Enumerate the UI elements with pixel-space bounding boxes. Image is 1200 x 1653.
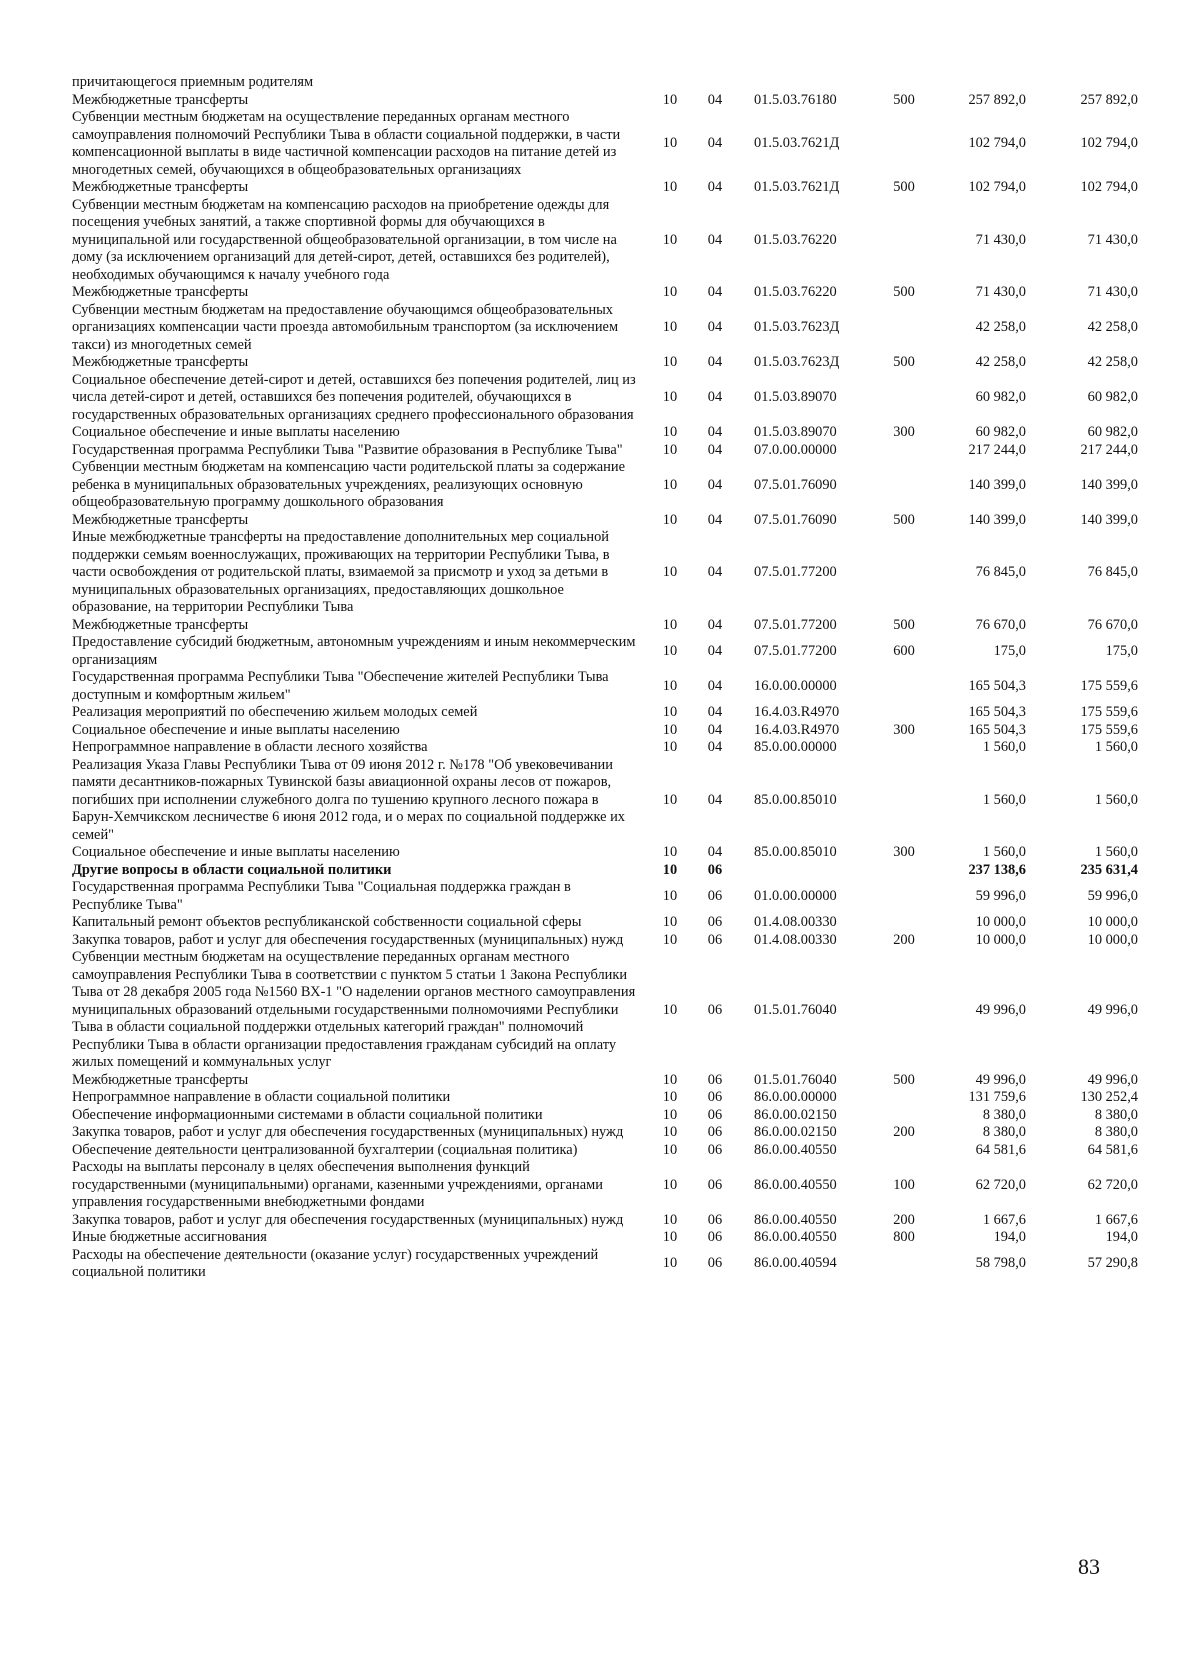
row-target-article: 01.5.03.89070	[754, 424, 837, 440]
row-name: Межбюджетные трансферты	[72, 91, 249, 108]
row-section: 10	[662, 1089, 678, 1105]
table-row	[72, 844, 1138, 862]
row-amount-year1: 102 794,0	[968, 179, 1026, 195]
row-target-article: 01.0.00.00000	[754, 887, 837, 904]
row-section: 10	[662, 135, 678, 152]
row-target-article: 07.5.01.77200	[754, 564, 837, 580]
row-subsection: 06	[707, 887, 723, 904]
row-amount-year2: 257 892,0	[1080, 91, 1138, 108]
row-name: Реализация Указа Главы Республики Тыва от 09 июня 2012 г. №178 "Об увековечивании памяти десантников-пожарных Тувинской базы авиационной охраны лесов от пожаров, погибших при исполнении служебного долга по тушению крупного лесного пожара в Барун-Хемчикском лесничестве 6 июня 2012 года, и о мерах по социальной поддержке их семей"	[72, 756, 625, 843]
row-section: 10	[662, 424, 678, 440]
row-section: 10	[662, 91, 678, 108]
row-amount-year2: 49 996,0	[1087, 1001, 1138, 1018]
row-expense-type	[882, 302, 926, 355]
row-name: Иные бюджетные ассигнования	[72, 1229, 267, 1245]
table-row	[72, 179, 1138, 197]
row-amount-year2: 64 581,6	[1087, 1141, 1138, 1158]
row-name: Закупка товаров, работ и услуг для обеспечения государственных (муниципальных) нужд	[72, 1211, 624, 1228]
budget-table-body	[72, 74, 1138, 1282]
row-name: Закупка товаров, работ и услуг для обеспечения государственных (муниципальных) нужд	[72, 931, 624, 948]
row-amount-year2: 59 996,0	[1087, 887, 1138, 904]
row-name: Межбюджетные трансферты	[72, 1071, 249, 1088]
table-row	[72, 1107, 1138, 1125]
table-row	[72, 1142, 1138, 1160]
row-expense-type: 300	[893, 424, 915, 440]
row-amount-year2: 217 244,0	[1080, 441, 1138, 458]
row-expense-type: 500	[893, 511, 915, 528]
row-target-article: 01.5.03.7621Д	[754, 135, 840, 152]
table-row	[72, 512, 1138, 530]
row-section: 10	[662, 1255, 678, 1272]
row-target-article: 07.5.01.77200	[754, 642, 837, 659]
row-amount-year2: 175 559,6	[1080, 677, 1138, 694]
table-row	[72, 302, 1138, 355]
row-amount-year1: 237 138,6	[968, 861, 1026, 878]
row-subsection: 04	[707, 721, 723, 738]
row-amount-year2: 8 380,0	[1094, 1124, 1138, 1140]
row-name: Социальное обеспечение и иные выплаты населению	[72, 424, 400, 440]
table-row	[72, 862, 1138, 880]
row-subsection: 06	[707, 931, 723, 948]
row-amount-year1: 1 667,6	[982, 1211, 1026, 1228]
row-amount-year1: 165 504,3	[968, 704, 1026, 720]
row-amount-year1: 58 798,0	[975, 1255, 1026, 1272]
row-section: 10	[662, 1001, 678, 1018]
row-expense-type: 800	[893, 1229, 915, 1245]
row-section: 10	[662, 1141, 678, 1158]
row-amount-year1: 165 504,3	[968, 677, 1026, 694]
row-target-article: 01.5.03.7621Д	[754, 179, 840, 195]
row-amount-year1: 60 982,0	[975, 424, 1026, 440]
row-name: Непрограммное направление в области лесного хозяйства	[72, 739, 428, 755]
row-amount-year2: 76 670,0	[1087, 616, 1138, 633]
row-subsection: 06	[707, 1255, 723, 1272]
row-expense-type: 600	[893, 642, 915, 659]
row-amount-year1: 71 430,0	[975, 231, 1026, 248]
row-amount-year2: 76 845,0	[1087, 564, 1138, 580]
row-name: Межбюджетные трансферты	[72, 179, 249, 195]
row-amount-year1: 62 720,0	[975, 1176, 1026, 1193]
row-subsection: 06	[707, 1071, 723, 1088]
row-expense-type	[882, 949, 926, 1072]
row-target-article	[740, 862, 882, 880]
row-subsection: 04	[707, 511, 723, 528]
row-name: Субвенции местным бюджетам на осуществление переданных органам местного самоуправления полномочий Республики Тыва в области социальной поддержки, в части компенсационной выплаты в виде частичной компенсации расходов на питание детей из многодетных семей, обучающихся в общеобразовательных организациях	[72, 109, 621, 178]
row-amount-year2: 1 667,6	[1094, 1211, 1138, 1228]
row-expense-type: 300	[893, 721, 915, 738]
row-amount-year2: 1 560,0	[1094, 791, 1138, 808]
row-amount-year1	[926, 74, 1026, 92]
row-target-article: 85.0.00.00000	[754, 739, 837, 755]
row-amount-year1: 76 670,0	[975, 616, 1026, 633]
row-section: 10	[662, 284, 678, 300]
row-amount-year1: 257 892,0	[968, 91, 1026, 108]
row-section: 10	[662, 1124, 678, 1140]
row-amount-year1: 42 258,0	[975, 354, 1026, 370]
row-target-article: 07.5.01.77200	[754, 616, 837, 633]
row-target-article: 07.5.01.76090	[754, 476, 837, 493]
row-amount-year2: 235 631,4	[1080, 861, 1138, 878]
row-name: Закупка товаров, работ и услуг для обеспечения государственных (муниципальных) нужд	[72, 1124, 624, 1140]
table-row	[72, 92, 1138, 110]
row-amount-year1: 1 560,0	[982, 739, 1026, 755]
row-expense-type	[882, 914, 926, 932]
row-amount-year1: 10 000,0	[975, 931, 1026, 948]
row-target-article: 86.0.00.40550	[754, 1141, 837, 1158]
table-row	[72, 949, 1138, 1072]
row-expense-type	[882, 1107, 926, 1125]
table-row	[72, 617, 1138, 635]
row-expense-type: 200	[893, 931, 915, 948]
row-name: Социальное обеспечение и иные выплаты населению	[72, 721, 400, 738]
row-section: 10	[662, 389, 678, 405]
row-subsection: 04	[707, 284, 723, 300]
row-subsection: 04	[707, 616, 723, 633]
row-amount-year2: 175 559,6	[1080, 704, 1138, 720]
table-row	[72, 932, 1138, 950]
row-section: 10	[662, 861, 678, 878]
row-target-article: 01.5.03.76180	[754, 91, 837, 108]
table-row	[72, 879, 1138, 914]
table-row	[72, 442, 1138, 460]
row-amount-year2: 130 252,4	[1080, 1089, 1138, 1105]
row-subsection: 04	[707, 791, 723, 808]
row-amount-year2: 1 560,0	[1094, 739, 1138, 755]
row-expense-type	[882, 879, 926, 914]
row-expense-type	[882, 459, 926, 512]
row-amount-year2: 71 430,0	[1087, 284, 1138, 300]
row-amount-year1: 76 845,0	[975, 564, 1026, 580]
row-name: Государственная программа Республики Тыва "Обеспечение жителей Республики Тыва доступным и комфортным жильем"	[72, 669, 609, 703]
row-expense-type: 300	[893, 844, 915, 860]
row-subsection: 04	[707, 135, 723, 152]
row-section: 10	[662, 642, 678, 659]
row-amount-year1: 49 996,0	[975, 1001, 1026, 1018]
row-expense-type: 500	[893, 179, 915, 195]
row-section: 10	[662, 791, 678, 808]
page-number: 83	[1078, 1554, 1100, 1579]
table-row	[72, 739, 1138, 757]
row-target-article: 85.0.00.85010	[754, 844, 837, 860]
row-amount-year2: 102 794,0	[1080, 179, 1138, 195]
row-amount-year2: 57 290,8	[1087, 1255, 1138, 1272]
row-section: 10	[662, 704, 678, 720]
row-target-article: 86.0.00.40550	[754, 1229, 837, 1245]
row-amount-year1: 1 560,0	[982, 791, 1026, 808]
row-amount-year2: 8 380,0	[1094, 1106, 1138, 1123]
row-amount-year1: 140 399,0	[968, 511, 1026, 528]
row-section	[650, 74, 690, 92]
row-target-article: 07.0.00.00000	[754, 441, 837, 458]
row-expense-type	[882, 1247, 926, 1282]
table-row	[72, 1212, 1138, 1230]
row-subsection: 06	[707, 1089, 723, 1105]
row-section: 10	[662, 231, 678, 248]
row-subsection: 06	[707, 1001, 723, 1018]
row-name: Государственная программа Республики Тыва "Социальная поддержка граждан в Республике Тыва"	[72, 879, 571, 913]
row-target-article: 07.5.01.76090	[754, 511, 837, 528]
row-subsection: 04	[707, 739, 723, 755]
row-subsection: 04	[707, 389, 723, 405]
row-amount-year1: 131 759,6	[968, 1089, 1026, 1105]
row-amount-year2: 42 258,0	[1087, 354, 1138, 370]
row-target-article: 01.5.01.76040	[754, 1001, 837, 1018]
row-section: 10	[662, 616, 678, 633]
row-amount-year2: 42 258,0	[1087, 319, 1138, 335]
row-section: 10	[662, 1229, 678, 1245]
table-row	[72, 722, 1138, 740]
row-name: Межбюджетные трансферты	[72, 354, 249, 370]
row-section: 10	[662, 564, 678, 580]
row-name: Реализация мероприятий по обеспечению жильем молодых семей	[72, 704, 478, 720]
row-section: 10	[662, 887, 678, 904]
row-amount-year2: 140 399,0	[1080, 476, 1138, 493]
row-name: Обеспечение деятельности централизованной бухгалтерии (социальная политика)	[72, 1141, 578, 1158]
row-subsection: 04	[707, 704, 723, 720]
row-expense-type	[882, 372, 926, 425]
row-target-article: 01.5.03.76220	[754, 284, 837, 300]
row-expense-type	[882, 442, 926, 460]
table-row	[72, 634, 1138, 669]
row-section: 10	[662, 476, 678, 493]
row-target-article: 01.5.03.76220	[754, 231, 837, 248]
row-subsection: 04	[707, 564, 723, 580]
row-amount-year2: 175 559,6	[1080, 721, 1138, 738]
table-row	[72, 354, 1138, 372]
row-subsection: 04	[707, 231, 723, 248]
row-subsection: 06	[707, 1106, 723, 1123]
row-target-article: 01.4.08.00330	[754, 914, 837, 930]
table-row	[72, 424, 1138, 442]
row-expense-type: 500	[893, 91, 915, 108]
row-amount-year1: 194,0	[993, 1229, 1026, 1245]
row-name: Межбюджетные трансферты	[72, 616, 249, 633]
row-amount-year2: 60 982,0	[1087, 389, 1138, 405]
row-name: Социальное обеспечение детей-сирот и детей, оставшихся без попечения родителей, лиц из числа детей-сирот и детей, оставшихся без попечения родителей, обучающихся в государственных образовательных организациях среднего профессионального образования	[72, 371, 636, 423]
table-row	[72, 109, 1138, 179]
row-amount-year2: 194,0	[1105, 1229, 1138, 1245]
row-expense-type	[882, 862, 926, 880]
row-section: 10	[662, 931, 678, 948]
row-subsection: 06	[707, 914, 723, 930]
row-section: 10	[662, 511, 678, 528]
row-target-article: 86.0.00.00000	[754, 1089, 837, 1105]
table-row	[72, 757, 1138, 845]
row-section: 10	[662, 179, 678, 195]
row-section: 10	[662, 677, 678, 694]
table-row	[72, 372, 1138, 425]
row-name: Капитальный ремонт объектов республиканской собственности социальной сферы	[72, 914, 582, 930]
table-row	[72, 1072, 1138, 1090]
row-target-article: 01.4.08.00330	[754, 931, 837, 948]
row-expense-type	[882, 529, 926, 617]
row-section: 10	[662, 354, 678, 370]
row-target-article: 86.0.00.40550	[754, 1176, 837, 1193]
row-subsection: 04	[707, 441, 723, 458]
table-row	[72, 1229, 1138, 1247]
row-expense-type	[882, 757, 926, 845]
row-expense-type: 200	[893, 1211, 915, 1228]
row-expense-type: 200	[893, 1124, 915, 1140]
row-subsection: 04	[707, 91, 723, 108]
row-name: Расходы на выплаты персоналу в целях обеспечения выполнения функций государственными (муниципальными) органами, казенными учреждениями, органами управления государственными внебюджетными фондами	[72, 1159, 603, 1210]
table-row	[72, 197, 1138, 285]
row-amount-year2	[1026, 74, 1138, 92]
row-expense-type: 100	[893, 1176, 915, 1193]
row-name: Субвенции местным бюджетам на компенсацию части родительской платы за содержание ребенка в муниципальных образовательных учреждениях, реализующих основную общеобразовательную программу дошкольного образования	[72, 459, 625, 510]
budget-table	[72, 74, 1138, 1282]
row-target-article: 16.4.03.R4970	[754, 704, 840, 720]
row-expense-type: 500	[893, 1071, 915, 1088]
row-amount-year1: 217 244,0	[968, 441, 1026, 458]
row-amount-year1: 59 996,0	[975, 887, 1026, 904]
row-subsection: 06	[707, 1229, 723, 1245]
row-section: 10	[662, 914, 678, 930]
row-subsection: 06	[707, 1124, 723, 1140]
row-amount-year1: 64 581,6	[975, 1141, 1026, 1158]
row-name: Межбюджетные трансферты	[72, 284, 249, 300]
row-amount-year1: 71 430,0	[975, 284, 1026, 300]
row-target-article: 16.0.00.00000	[754, 677, 837, 694]
row-expense-type	[882, 704, 926, 722]
row-section: 10	[662, 721, 678, 738]
table-row	[72, 669, 1138, 704]
table-row	[72, 914, 1138, 932]
row-amount-year1: 1 560,0	[982, 844, 1026, 860]
row-expense-type: 500	[893, 616, 915, 633]
row-name: Субвенции местным бюджетам на компенсацию расходов на приобретение одежды для посещения учебных занятий, а также спортивной формы для обучающихся в муниципальной или государственной общеобразовательной организации, в том числе на дому (за исключением организаций для детей-сирот, детей, оставшихся без родителей), необходимых обучающимся к началу учебного года	[72, 196, 617, 283]
table-row	[72, 459, 1138, 512]
row-amount-year1: 49 996,0	[975, 1071, 1026, 1088]
row-amount-year2: 71 430,0	[1087, 231, 1138, 248]
row-amount-year1: 140 399,0	[968, 476, 1026, 493]
row-subsection: 06	[707, 1141, 723, 1158]
row-amount-year2: 10 000,0	[1087, 914, 1138, 930]
row-name: Субвенции местным бюджетам на осуществление переданных органам местного самоуправления Республики Тыва в соответствии с пунктом 5 статьи 1 Закона Республики Тыва от 28 декабря 2005 года №1560 ВХ-1 "О наделении органов местного самоуправления муниципальных образований отдельными государственными полномочиями Республики Тыва в области социальной поддержки отдельных категорий граждан" полномочий Республики Тыва в области организации предоставления гражданам субсидий на оплату жилых помещений и коммунальных услуг	[72, 949, 636, 1070]
row-name: Обеспечение информационными системами в области социальной политики	[72, 1106, 543, 1123]
row-expense-type	[882, 1142, 926, 1160]
row-amount-year2: 49 996,0	[1087, 1071, 1138, 1088]
row-section: 10	[662, 441, 678, 458]
row-amount-year1: 8 380,0	[982, 1106, 1026, 1123]
row-name: Непрограммное направление в области социальной политики	[72, 1089, 451, 1105]
row-expense-type: 500	[893, 284, 915, 300]
row-target-article: 01.5.03.7623Д	[754, 354, 840, 370]
row-section: 10	[662, 844, 678, 860]
row-subsection: 06	[707, 1211, 723, 1228]
row-amount-year2: 1 560,0	[1094, 844, 1138, 860]
row-amount-year1: 165 504,3	[968, 721, 1026, 738]
row-subsection: 04	[707, 354, 723, 370]
table-row	[72, 529, 1138, 617]
row-amount-year2: 102 794,0	[1080, 135, 1138, 152]
row-subsection: 06	[707, 1176, 723, 1193]
table-row	[72, 704, 1138, 722]
table-row	[72, 1159, 1138, 1212]
row-expense-type	[882, 1089, 926, 1107]
row-amount-year1: 42 258,0	[975, 319, 1026, 335]
row-expense-type	[882, 74, 926, 92]
row-section: 10	[662, 1106, 678, 1123]
row-name: Межбюджетные трансферты	[72, 511, 249, 528]
row-section: 10	[662, 1176, 678, 1193]
row-amount-year1: 60 982,0	[975, 389, 1026, 405]
table-row	[72, 1124, 1138, 1142]
row-subsection: 04	[707, 677, 723, 694]
row-expense-type	[882, 669, 926, 704]
row-target-article: 85.0.00.85010	[754, 791, 837, 808]
row-target-article: 86.0.00.02150	[754, 1106, 837, 1123]
row-target-article: 86.0.00.02150	[754, 1124, 837, 1140]
row-expense-type: 500	[893, 354, 915, 370]
row-target-article	[740, 74, 882, 92]
table-row	[72, 1089, 1138, 1107]
row-amount-year1: 102 794,0	[968, 135, 1026, 152]
row-subsection: 06	[707, 861, 723, 878]
row-name: Иные межбюджетные трансферты на предоставление дополнительных мер социальной поддержки семьям военнослужащих, проживающих на территории Республики Тыва, в части освобождения от родительской платы, взимаемой за присмотр и уход за детьми в муниципальных образовательных организациях, предоставляющих дошкольное образование, на территории Республики Тыва	[72, 529, 610, 615]
row-name: Расходы на обеспечение деятельности (оказание услуг) государственных учреждений социальной политики	[72, 1246, 599, 1280]
row-name: Субвенции местным бюджетам на предоставление обучающимся общеобразовательных организациях компенсации части проезда автомобильным транспортом (за исключением такси) из многодетных семей	[72, 301, 619, 353]
row-subsection	[690, 74, 740, 92]
row-amount-year1: 175,0	[993, 642, 1026, 659]
row-section: 10	[662, 319, 678, 335]
row-name: Предоставление субсидий бюджетным, автономным учреждениям и иным некоммерческим организациям	[72, 634, 636, 668]
row-target-article: 86.0.00.40594	[754, 1255, 837, 1272]
row-amount-year2: 60 982,0	[1087, 424, 1138, 440]
row-target-article: 86.0.00.40550	[754, 1211, 837, 1228]
row-target-article: 01.5.03.7623Д	[754, 319, 840, 335]
table-row	[72, 1247, 1138, 1282]
row-target-article: 01.5.01.76040	[754, 1071, 837, 1088]
table-row	[72, 74, 1138, 92]
row-section: 10	[662, 1211, 678, 1228]
row-subsection: 04	[707, 476, 723, 493]
row-target-article: 16.4.03.R4970	[754, 721, 840, 738]
row-subsection: 04	[707, 319, 723, 335]
row-amount-year2: 175,0	[1105, 642, 1138, 659]
row-subsection: 04	[707, 844, 723, 860]
row-expense-type	[882, 109, 926, 179]
row-subsection: 04	[707, 642, 723, 659]
row-expense-type	[882, 739, 926, 757]
row-section: 10	[662, 1071, 678, 1088]
row-amount-year1: 10 000,0	[975, 914, 1026, 930]
row-amount-year2: 62 720,0	[1087, 1176, 1138, 1193]
row-amount-year2: 140 399,0	[1080, 511, 1138, 528]
row-amount-year1: 8 380,0	[982, 1124, 1026, 1140]
row-name: Другие вопросы в области социальной политики	[72, 861, 392, 878]
row-subsection: 04	[707, 424, 723, 440]
row-expense-type	[882, 197, 926, 285]
row-name: Социальное обеспечение и иные выплаты населению	[72, 844, 400, 860]
table-row	[72, 284, 1138, 302]
row-amount-year2: 10 000,0	[1087, 931, 1138, 948]
row-name: причитающегося приемным родителям	[72, 74, 314, 90]
row-subsection: 04	[707, 179, 723, 195]
row-target-article: 01.5.03.89070	[754, 389, 837, 405]
row-name: Государственная программа Республики Тыва "Развитие образования в Республике Тыва"	[72, 441, 623, 458]
row-section: 10	[662, 739, 678, 755]
